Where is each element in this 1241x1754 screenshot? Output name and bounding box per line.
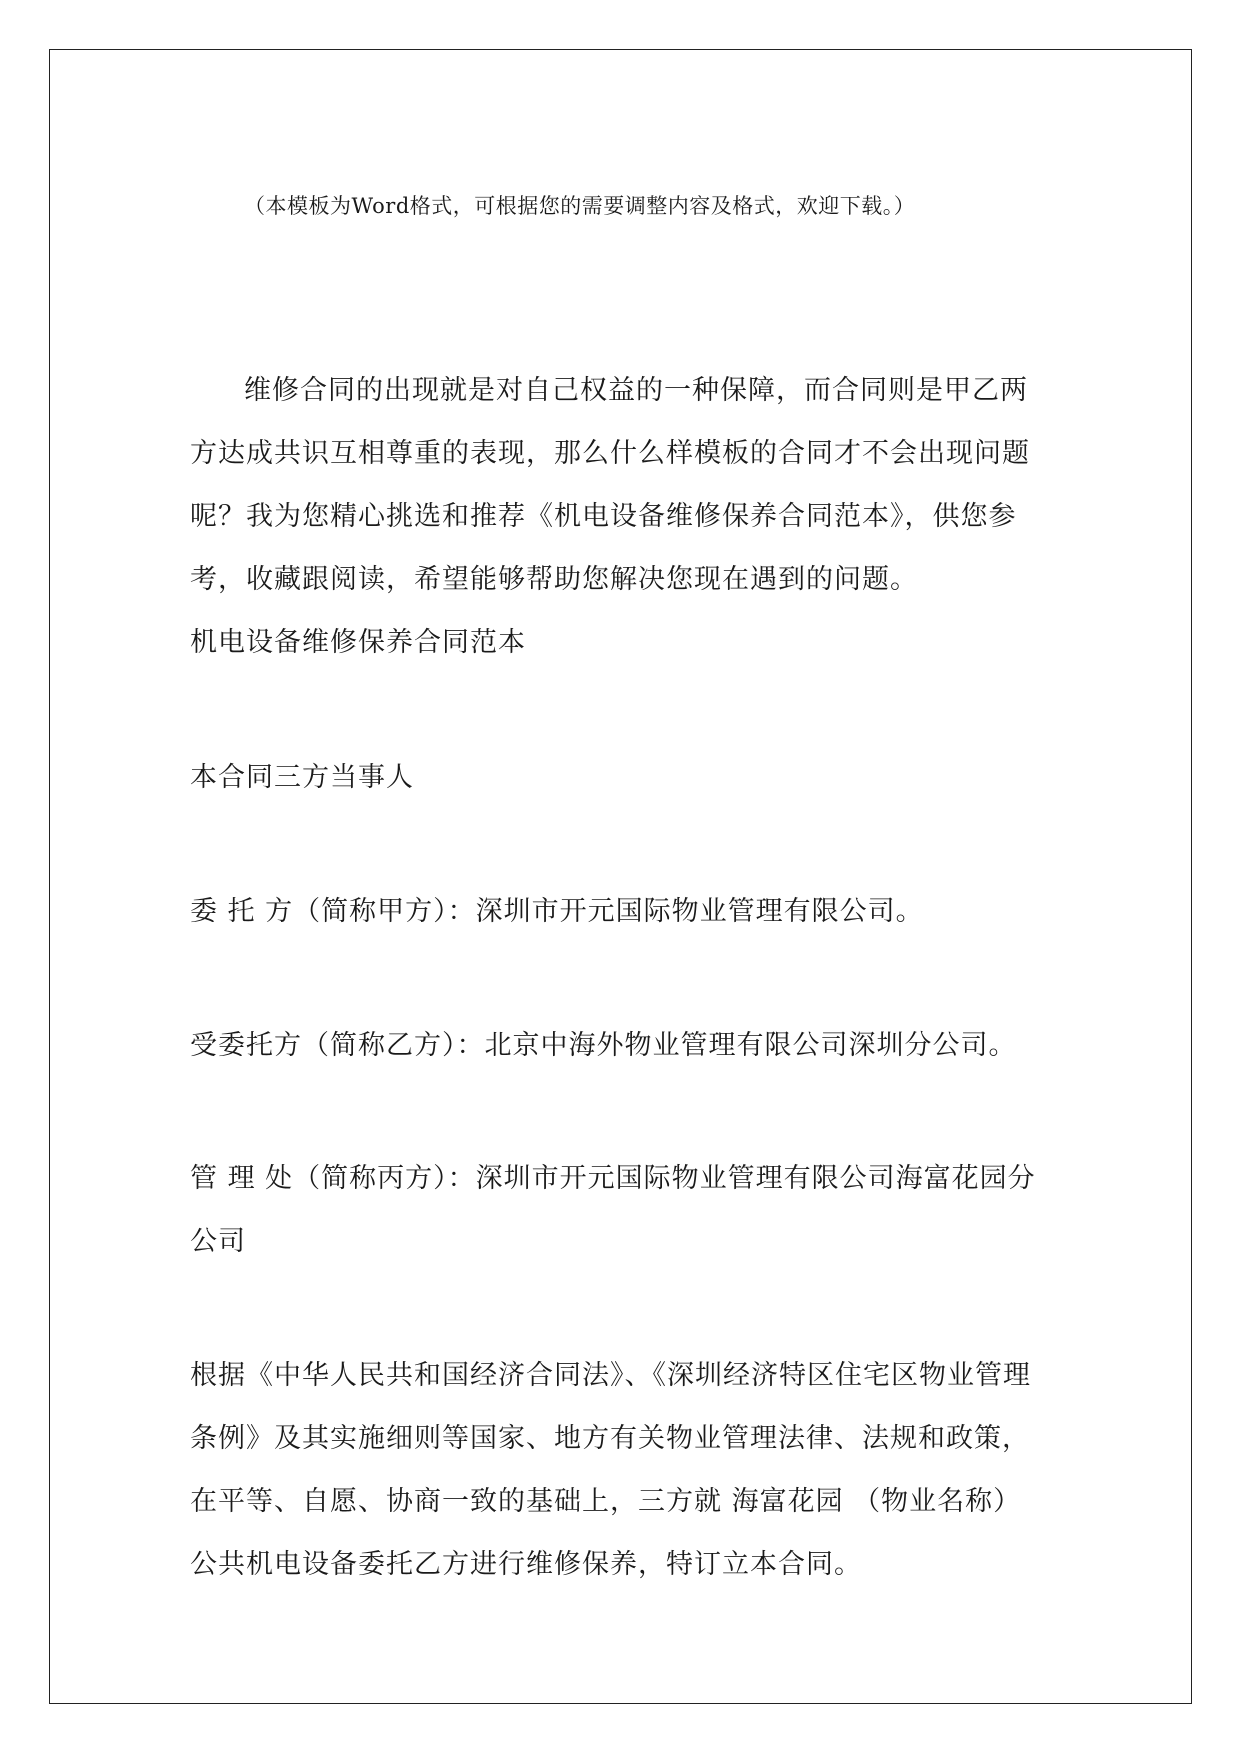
basis-line-3: 在平等、自愿、协商一致的基础上，三方就 海富花园 （物业名称）	[190, 1486, 1022, 1517]
intro-line-1: 维修合同的出现就是对自己权益的一种保障，而合同则是甲乙两	[244, 375, 1028, 406]
page-border	[49, 49, 1192, 1704]
document-title: 机电设备维修保养合同范本	[190, 627, 526, 658]
basis-line-4: 公共机电设备委托乙方进行维修保养，特订立本合同。	[190, 1549, 862, 1580]
party-c-line-1: 管 理 处（简称丙方）：深圳市开元国际物业管理有限公司海富花园分	[190, 1163, 1036, 1194]
basis-line-2: 条例》及其实施细则等国家、地方有关物业管理法律、法规和政策，	[190, 1423, 1030, 1454]
parties-heading: 本合同三方当事人	[190, 762, 414, 793]
intro-line-3: 呢？我为您精心挑选和推荐《机电设备维修保养合同范本》，供您参	[190, 501, 1017, 532]
intro-line-2: 方达成共识互相尊重的表现，那么什么样模板的合同才不会出现问题	[190, 438, 1030, 469]
party-c-line-2: 公司	[190, 1226, 246, 1257]
template-notice: （本模板为Word格式，可根据您的需要调整内容及格式，欢迎下载。）	[244, 194, 916, 218]
party-a: 委 托 方（简称甲方）：深圳市开元国际物业管理有限公司。	[190, 896, 924, 927]
party-b: 受委托方（简称乙方）：北京中海外物业管理有限公司深圳分公司。	[190, 1030, 1017, 1061]
intro-line-4: 考，收藏跟阅读，希望能够帮助您解决您现在遇到的问题。	[190, 564, 918, 595]
basis-line-1: 根据《中华人民共和国经济合同法》、《深圳经济特区住宅区物业管理	[190, 1360, 1031, 1391]
